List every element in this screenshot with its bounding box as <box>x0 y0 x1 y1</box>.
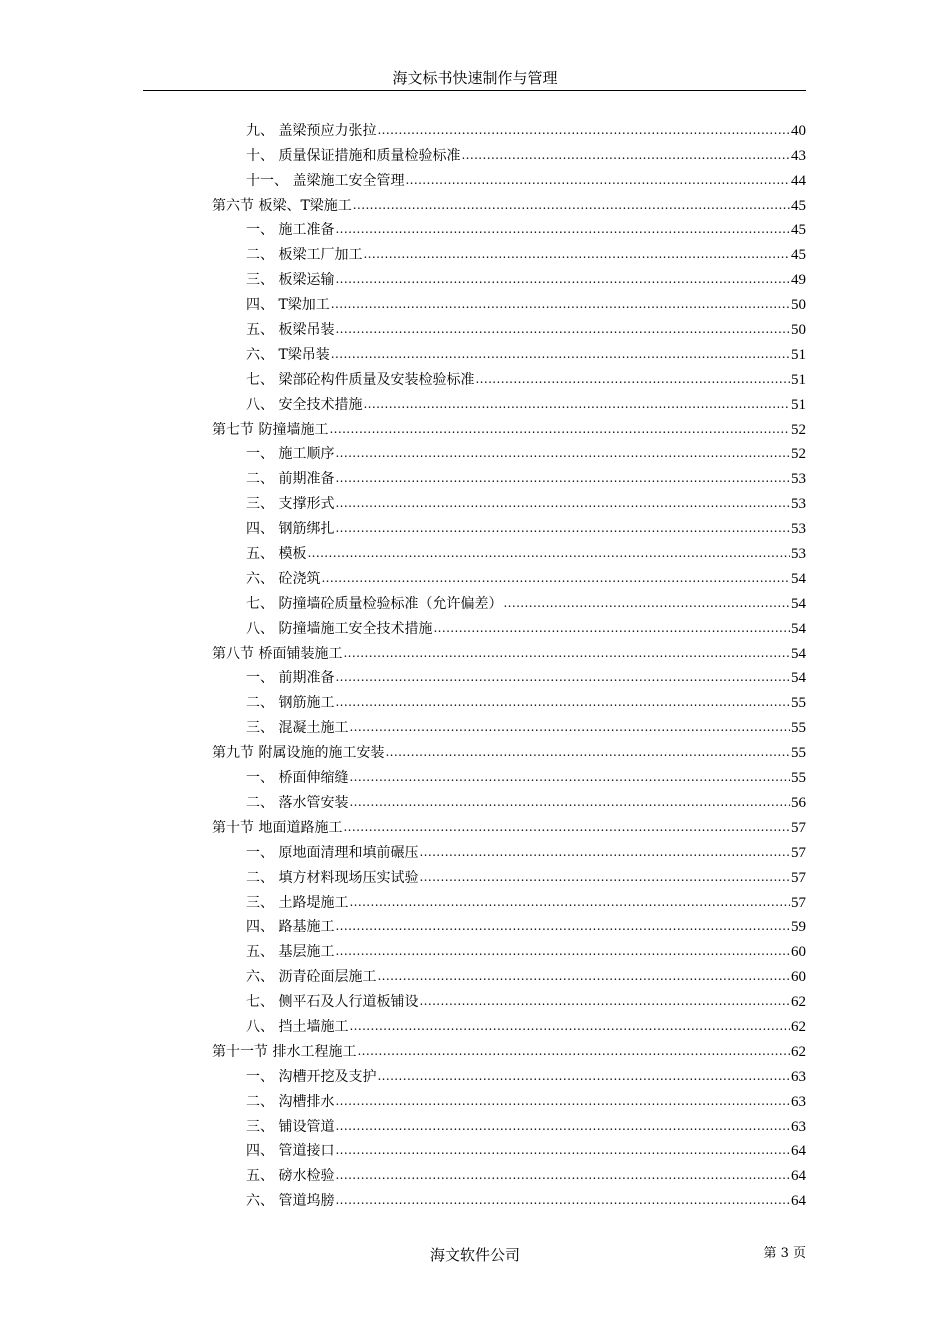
toc-dot-leader <box>405 173 790 187</box>
toc-entry-title: 钢筋绑扎 <box>278 521 335 538</box>
toc-entry-page: 63 <box>791 1118 806 1135</box>
toc-entry-page: 62 <box>791 994 806 1011</box>
toc-entry-number: 五、 <box>246 1168 279 1185</box>
toc-subsection-entry[interactable] <box>0 165 950 190</box>
toc-entry-title: 桥面伸缩缝 <box>278 770 349 787</box>
toc-entry-page: 63 <box>791 1093 806 1110</box>
toc-dot-leader <box>349 1019 790 1033</box>
toc-subsection-entry[interactable] <box>0 289 950 314</box>
toc-entry-title: T梁加工 <box>278 297 330 314</box>
toc-dot-leader <box>335 272 790 286</box>
toc-dot-leader <box>419 845 790 859</box>
toc-subsection-entry[interactable] <box>0 140 950 165</box>
toc-entry-page: 45 <box>791 247 806 264</box>
toc-entry-page: 54 <box>791 620 806 637</box>
toc-entry-number: 五、 <box>246 944 279 961</box>
toc-entry-title: 原地面清理和填前碾压 <box>278 844 419 861</box>
toc-entry-number: 一、 <box>246 1068 279 1085</box>
toc-dot-leader <box>331 347 790 361</box>
toc-section-entry[interactable] <box>0 638 950 663</box>
toc-entry-page: 50 <box>791 297 806 314</box>
toc-dot-leader <box>503 596 790 610</box>
toc-entry-page: 62 <box>791 1043 806 1060</box>
toc-dot-leader <box>335 446 790 460</box>
toc-entry-line <box>246 918 806 936</box>
toc-entry-number: 七、 <box>246 595 279 612</box>
toc-entry-page: 64 <box>791 1193 806 1210</box>
toc-entry-number: 六、 <box>246 346 279 363</box>
toc-entry-page: 60 <box>791 969 806 986</box>
toc-entry-line <box>246 943 806 961</box>
toc-subsection-entry[interactable] <box>0 687 950 712</box>
toc-entry-number: 第八节 <box>212 645 259 662</box>
toc-dot-leader <box>385 745 790 759</box>
toc-entry-line <box>246 1068 806 1086</box>
toc-entry-title: 沥青砼面层施工 <box>278 969 377 986</box>
toc-entry-line <box>246 172 806 190</box>
toc-dot-leader <box>363 247 790 261</box>
toc-entry-title: 板梁工厂加工 <box>278 247 363 264</box>
toc-entry-number: 十一、 <box>246 172 293 189</box>
toc-entry-number: 第九节 <box>212 745 259 762</box>
toc-entry-title: 钢筋施工 <box>278 695 335 712</box>
toc-dot-leader <box>335 1168 790 1182</box>
toc-entry-title: 防撞墙砼质量检验标准（允许偏差） <box>278 595 503 612</box>
toc-entry-page: 51 <box>791 346 806 363</box>
toc-entry-line <box>246 396 806 414</box>
toc-subsection-entry[interactable] <box>0 862 950 887</box>
toc-entry-number: 二、 <box>246 869 279 886</box>
toc-subsection-entry[interactable] <box>0 1160 950 1185</box>
toc-entry-number: 九、 <box>246 122 279 139</box>
toc-entry-number: 五、 <box>246 546 279 563</box>
toc-entry-title: 铺设管道 <box>278 1118 335 1135</box>
toc-entry-page: 44 <box>791 172 806 189</box>
toc-entry-line <box>246 769 806 787</box>
toc-dot-leader <box>353 198 790 212</box>
toc-entry-number: 六、 <box>246 1193 279 1210</box>
toc-entry-page: 53 <box>791 521 806 538</box>
toc-dot-leader <box>335 1193 790 1207</box>
toc-entry-line <box>246 321 806 339</box>
toc-subsection-entry[interactable] <box>0 1061 950 1086</box>
toc-subsection-entry[interactable] <box>0 986 950 1011</box>
toc-subsection-entry[interactable] <box>0 239 950 264</box>
toc-entry-number: 八、 <box>246 396 279 413</box>
toc-entry-page: 53 <box>791 546 806 563</box>
toc-entry-page: 57 <box>791 869 806 886</box>
toc-entry-line <box>246 1192 806 1210</box>
toc-entry-line <box>246 246 806 264</box>
toc-entry-title: 安全技术措施 <box>278 396 363 413</box>
toc-entry-page: 55 <box>791 720 806 737</box>
toc-entry-title: 混凝土施工 <box>278 720 349 737</box>
toc-entry-line <box>212 645 806 663</box>
toc-entry-title: T梁吊装 <box>278 346 330 363</box>
toc-dot-leader <box>331 297 790 311</box>
toc-entry-page: 51 <box>791 371 806 388</box>
toc-entry-title: 附属设施的施工安装 <box>258 745 385 762</box>
toc-entry-number: 三、 <box>246 894 279 911</box>
toc-entry-page: 57 <box>791 894 806 911</box>
toc-entry-title: 模板 <box>278 546 307 563</box>
toc-entry-line <box>246 794 806 812</box>
toc-entry-number: 一、 <box>246 844 279 861</box>
toc-entry-line <box>246 221 806 239</box>
toc-entry-page: 56 <box>791 794 806 811</box>
toc-entry-line <box>246 993 806 1011</box>
toc-entry-title: 管道坞膀 <box>278 1193 335 1210</box>
toc-entry-page: 43 <box>791 147 806 164</box>
toc-entry-title: 桥面铺装施工 <box>258 645 343 662</box>
toc-section-entry[interactable] <box>0 812 950 837</box>
toc-dot-leader <box>335 496 790 510</box>
toc-entry-title: 盖梁施工安全管理 <box>292 172 405 189</box>
toc-entry-number: 二、 <box>246 247 279 264</box>
toc-entry-number: 七、 <box>246 994 279 1011</box>
toc-dot-leader <box>335 695 790 709</box>
toc-entry-title: 路基施工 <box>278 919 335 936</box>
toc-entry-line <box>212 744 806 762</box>
toc-entry-line <box>246 894 806 912</box>
toc-entry-number: 二、 <box>246 794 279 811</box>
toc-subsection-entry[interactable] <box>0 314 950 339</box>
toc-entry-title: 落水管安装 <box>278 794 349 811</box>
toc-entry-number: 三、 <box>246 1118 279 1135</box>
toc-entry-page: 50 <box>791 322 806 339</box>
toc-entry-number: 八、 <box>246 1018 279 1035</box>
toc-entry-line <box>246 470 806 488</box>
toc-entry-line <box>212 819 806 837</box>
toc-entry-page: 55 <box>791 770 806 787</box>
toc-entry-number: 二、 <box>246 695 279 712</box>
toc-entry-number: 三、 <box>246 720 279 737</box>
toc-subsection-entry[interactable] <box>0 887 950 912</box>
toc-entry-number: 一、 <box>246 446 279 463</box>
toc-entry-page: 62 <box>791 1018 806 1035</box>
toc-entry-title: 排水工程施工 <box>272 1043 357 1060</box>
toc-entry-title: 前期准备 <box>278 471 335 488</box>
toc-subsection-entry[interactable] <box>0 663 950 688</box>
toc-entry-number: 三、 <box>246 272 279 289</box>
toc-dot-leader <box>349 895 790 909</box>
toc-entry-line <box>246 445 806 463</box>
footer-company: 海文软件公司 <box>429 1246 520 1264</box>
toc-entry-title: 侧平石及人行道板铺设 <box>278 994 419 1011</box>
toc-entry-line <box>246 271 806 289</box>
toc-dot-leader <box>377 1069 790 1083</box>
toc-dot-leader <box>335 521 790 535</box>
toc-dot-leader <box>357 1044 790 1058</box>
toc-entry-page: 59 <box>791 919 806 936</box>
toc-entry-page: 57 <box>791 844 806 861</box>
toc-subsection-entry[interactable] <box>0 1185 950 1210</box>
toc-entry-line <box>246 346 806 364</box>
toc-entry-title: 砼浇筑 <box>278 570 321 587</box>
toc-subsection-entry[interactable] <box>0 339 950 364</box>
toc-subsection-entry[interactable] <box>0 115 950 140</box>
toc-entry-title: 盖梁预应力张拉 <box>278 122 377 139</box>
toc-dot-leader <box>335 670 790 684</box>
toc-subsection-entry[interactable] <box>0 513 950 538</box>
toc-entry-line <box>246 147 806 165</box>
toc-subsection-entry[interactable] <box>0 439 950 464</box>
toc-entry-page: 49 <box>791 272 806 289</box>
toc-entry-title: 防撞墙施工安全技术措施 <box>278 620 433 637</box>
toc-subsection-entry[interactable] <box>0 563 950 588</box>
toc-entry-page: 52 <box>791 446 806 463</box>
toc-entry-line <box>246 371 806 389</box>
toc-entry-page: 64 <box>791 1168 806 1185</box>
toc-entry-line <box>246 1018 806 1036</box>
toc-entry-line <box>246 968 806 986</box>
toc-entry-line <box>246 520 806 538</box>
toc-dot-leader <box>335 322 790 336</box>
toc-entry-title: 施工准备 <box>278 222 335 239</box>
toc-subsection-entry[interactable] <box>0 1111 950 1136</box>
toc-entry-number: 第六节 <box>212 197 259 214</box>
toc-entry-title: 挡土墙施工 <box>278 1018 349 1035</box>
toc-entry-line <box>246 719 806 737</box>
toc-dot-leader <box>335 1094 790 1108</box>
toc-section-entry[interactable] <box>0 1036 950 1061</box>
toc-entry-title: 质量保证措施和质量检验标准 <box>278 147 461 164</box>
toc-entry-line <box>246 570 806 588</box>
toc-entry-line <box>246 296 806 314</box>
toc-entry-page: 52 <box>791 421 806 438</box>
toc-dot-leader <box>335 471 790 485</box>
toc-subsection-entry[interactable] <box>0 1011 950 1036</box>
toc-entry-page: 53 <box>791 496 806 513</box>
toc-dot-leader <box>329 422 790 436</box>
toc-subsection-entry[interactable] <box>0 463 950 488</box>
toc-entry-number: 二、 <box>246 471 279 488</box>
page-header-title: 海文标书快速制作与管理 <box>392 69 558 87</box>
toc-entry-title: 沟槽排水 <box>278 1093 335 1110</box>
toc-entry-line <box>246 495 806 513</box>
toc-entry-number: 七、 <box>246 371 279 388</box>
toc-entry-page: 57 <box>791 819 806 836</box>
toc-subsection-entry[interactable] <box>0 936 950 961</box>
toc-entry-line <box>246 869 806 887</box>
toc-entry-page: 63 <box>791 1068 806 1085</box>
toc-entry-number: 四、 <box>246 297 279 314</box>
toc-subsection-entry[interactable] <box>0 488 950 513</box>
toc-entry-number: 第七节 <box>212 421 259 438</box>
toc-entry-page: 54 <box>791 595 806 612</box>
toc-dot-leader <box>307 546 790 560</box>
toc-entry-title: 磅水检验 <box>278 1168 335 1185</box>
toc-entry-page: 53 <box>791 471 806 488</box>
toc-entry-title: 土路堤施工 <box>278 894 349 911</box>
toc-entry-line <box>246 545 806 563</box>
toc-entry-line <box>246 1118 806 1136</box>
toc-dot-leader <box>461 148 790 162</box>
toc-entry-number: 一、 <box>246 222 279 239</box>
toc-entry-line <box>246 694 806 712</box>
toc-entry-title: 基层施工 <box>278 944 335 961</box>
toc-subsection-entry[interactable] <box>0 762 950 787</box>
toc-subsection-entry[interactable] <box>0 912 950 937</box>
toc-entry-title: 管道接口 <box>278 1143 335 1160</box>
toc-dot-leader <box>335 1119 790 1133</box>
toc-dot-leader <box>343 646 790 660</box>
toc-entry-number: 二、 <box>246 1093 279 1110</box>
toc-dot-leader <box>419 994 790 1008</box>
toc-dot-leader <box>433 621 790 635</box>
toc-entry-title: 板梁运输 <box>278 272 335 289</box>
toc-dot-leader <box>335 919 790 933</box>
toc-entry-number: 第十一节 <box>212 1043 273 1060</box>
toc-subsection-entry[interactable] <box>0 1086 950 1111</box>
toc-subsection-entry[interactable] <box>0 215 950 240</box>
toc-entry-page: 40 <box>791 122 806 139</box>
toc-entry-title: 板梁吊装 <box>278 322 335 339</box>
toc-entry-title: 施工顺序 <box>278 446 335 463</box>
toc-dot-leader <box>335 1143 790 1157</box>
toc-entry-number: 八、 <box>246 620 279 637</box>
toc-entry-number: 四、 <box>246 1143 279 1160</box>
toc-entry-page: 64 <box>791 1143 806 1160</box>
toc-entry-number: 一、 <box>246 670 279 687</box>
toc-entry-title: 梁部砼构件质量及安装检验标准 <box>278 371 475 388</box>
toc-dot-leader <box>335 222 790 236</box>
toc-entry-title: 板梁、T梁施工 <box>258 197 352 214</box>
toc-entry-title: 地面道路施工 <box>258 819 343 836</box>
toc-entry-number: 第十节 <box>212 819 259 836</box>
toc-dot-leader <box>321 571 790 585</box>
toc-entry-line <box>246 844 806 862</box>
toc-entry-page: 55 <box>791 695 806 712</box>
toc-entry-line <box>246 669 806 687</box>
toc-entry-line <box>246 620 806 638</box>
toc-entry-page: 45 <box>791 197 806 214</box>
toc-dot-leader <box>335 944 790 958</box>
toc-entry-title: 前期准备 <box>278 670 335 687</box>
toc-entry-number: 三、 <box>246 496 279 513</box>
toc-entry-line <box>212 197 806 215</box>
toc-subsection-entry[interactable] <box>0 538 950 563</box>
toc-entry-page: 54 <box>791 670 806 687</box>
toc-entry-page: 55 <box>791 745 806 762</box>
footer-page-number: 第 3 页 <box>763 1246 806 1261</box>
toc-subsection-entry[interactable] <box>0 264 950 289</box>
toc-subsection-entry[interactable] <box>0 389 950 414</box>
toc-entry-page: 54 <box>791 645 806 662</box>
toc-entry-number: 五、 <box>246 322 279 339</box>
toc-subsection-entry[interactable] <box>0 613 950 638</box>
toc-entry-title: 防撞墙施工 <box>258 421 329 438</box>
toc-entry-line <box>212 1043 806 1061</box>
toc-dot-leader <box>377 123 790 137</box>
toc-entry-number: 四、 <box>246 521 279 538</box>
toc-subsection-entry[interactable] <box>0 588 950 613</box>
toc-subsection-entry[interactable] <box>0 364 950 389</box>
toc-entry-title: 支撑形式 <box>278 496 335 513</box>
toc-dot-leader <box>349 795 790 809</box>
toc-entry-page: 51 <box>791 396 806 413</box>
toc-entry-number: 六、 <box>246 570 279 587</box>
toc-dot-leader <box>363 397 790 411</box>
toc-section-entry[interactable] <box>0 190 950 215</box>
toc-entry-line <box>246 595 806 613</box>
toc-entry-title: 填方材料现场压实试验 <box>278 869 419 886</box>
header-divider <box>143 90 806 91</box>
toc-entry-page: 45 <box>791 222 806 239</box>
toc-dot-leader <box>419 870 790 884</box>
toc-dot-leader <box>343 820 790 834</box>
toc-section-entry[interactable] <box>0 737 950 762</box>
toc-dot-leader <box>349 770 790 784</box>
toc-entry-line <box>246 1142 806 1160</box>
toc-entry-line <box>246 1093 806 1111</box>
toc-dot-leader <box>377 969 790 983</box>
toc-entry-number: 十、 <box>246 147 279 164</box>
toc-entry-page: 60 <box>791 944 806 961</box>
toc-entry-line <box>246 1167 806 1185</box>
toc-dot-leader <box>475 372 790 386</box>
toc-entry-line <box>246 122 806 140</box>
toc-dot-leader <box>349 720 790 734</box>
toc-subsection-entry[interactable] <box>0 787 950 812</box>
toc-entry-title: 沟槽开挖及支护 <box>278 1068 377 1085</box>
toc-subsection-entry[interactable] <box>0 1136 950 1161</box>
toc-entry-number: 四、 <box>246 919 279 936</box>
toc-entry-number: 一、 <box>246 770 279 787</box>
toc-entry-line <box>212 421 806 439</box>
table-of-contents <box>0 115 950 1210</box>
toc-subsection-entry[interactable] <box>0 712 950 737</box>
toc-entry-number: 六、 <box>246 969 279 986</box>
toc-entry-page: 54 <box>791 570 806 587</box>
toc-subsection-entry[interactable] <box>0 837 950 862</box>
toc-subsection-entry[interactable] <box>0 961 950 986</box>
toc-section-entry[interactable] <box>0 414 950 439</box>
